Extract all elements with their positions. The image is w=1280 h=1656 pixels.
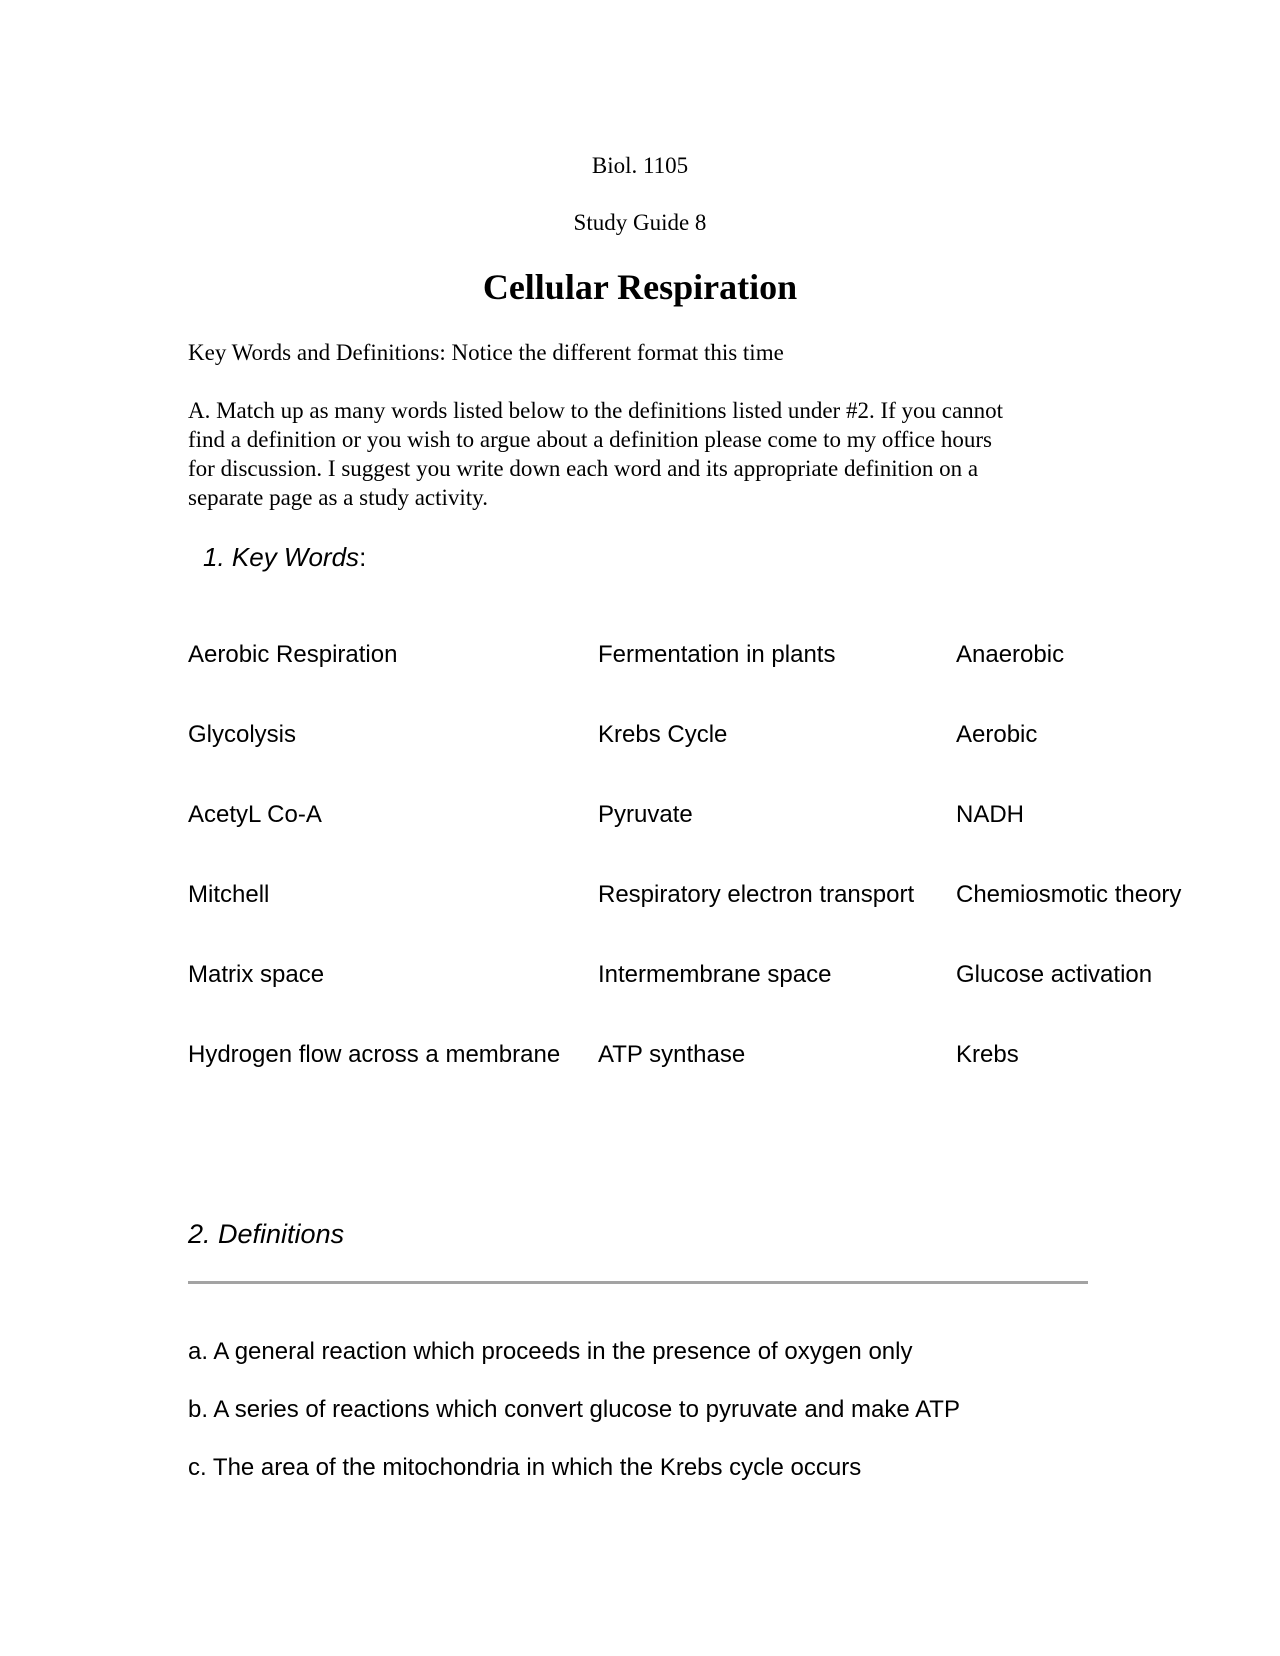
key-word: Krebs	[956, 1041, 1019, 1068]
key-words-row	[188, 640, 1248, 670]
page-title: Cellular Respiration	[482, 267, 798, 307]
key-word: Hydrogen flow across a membrane	[188, 1041, 561, 1068]
key-word: Glycolysis	[188, 721, 297, 748]
key-word: Anaerobic	[956, 641, 1065, 668]
key-words-row	[188, 800, 1248, 830]
instructions-paragraph	[188, 396, 1088, 512]
key-word: Chemiosmotic theory	[956, 881, 1182, 908]
key-word: Respiratory electron transport	[598, 881, 915, 908]
key-word: Aerobic Respiration	[188, 641, 398, 668]
key-word: Intermembrane space	[598, 961, 832, 988]
study-guide-label: Study Guide 8	[573, 210, 707, 235]
definition-item: b. A series of reactions which convert glucose to pyruvate and make ATP	[188, 1396, 960, 1423]
intro-text: Key Words and Definitions: Notice the different format this time	[188, 340, 784, 365]
course-code: Biol. 1105	[591, 153, 689, 178]
key-words-row	[188, 720, 1248, 750]
key-word: Aerobic	[956, 721, 1038, 748]
key-words-row	[188, 960, 1248, 990]
key-words-heading-text: 1. Key Words	[203, 542, 360, 572]
key-word: Pyruvate	[598, 801, 693, 828]
definitions-heading: 2. Definitions	[188, 1219, 345, 1249]
key-words-row	[188, 880, 1248, 910]
instructions-line: for discussion. I suggest you write down each word and its appropriate definition on a	[188, 456, 979, 481]
key-words-heading	[203, 541, 366, 573]
instructions-line: separate page as a study activity.	[188, 485, 488, 510]
definition-item: a. A general reaction which proceeds in the presence of oxygen only	[188, 1338, 913, 1365]
key-word: Glucose activation	[956, 961, 1153, 988]
horizontal-rule	[188, 1281, 1088, 1284]
instructions-line: A. Match up as many words listed below to the definitions listed under #2. If you cannot	[188, 398, 1004, 423]
key-word: AcetyL Co-A	[188, 801, 322, 828]
key-word: NADH	[956, 801, 1025, 828]
key-word: Mitchell	[188, 881, 270, 908]
key-word: Fermentation in plants	[598, 641, 836, 668]
key-word: Krebs Cycle	[598, 721, 728, 748]
key-word: Matrix space	[188, 961, 325, 988]
instructions-line: find a definition or you wish to argue about a definition please come to my office hours	[188, 427, 992, 452]
key-words-heading-colon: :	[359, 542, 367, 572]
key-word: ATP synthase	[598, 1041, 746, 1068]
key-words-row	[188, 1040, 1248, 1070]
definition-item: c. The area of the mitochondria in which the Krebs cycle occurs	[188, 1454, 862, 1481]
